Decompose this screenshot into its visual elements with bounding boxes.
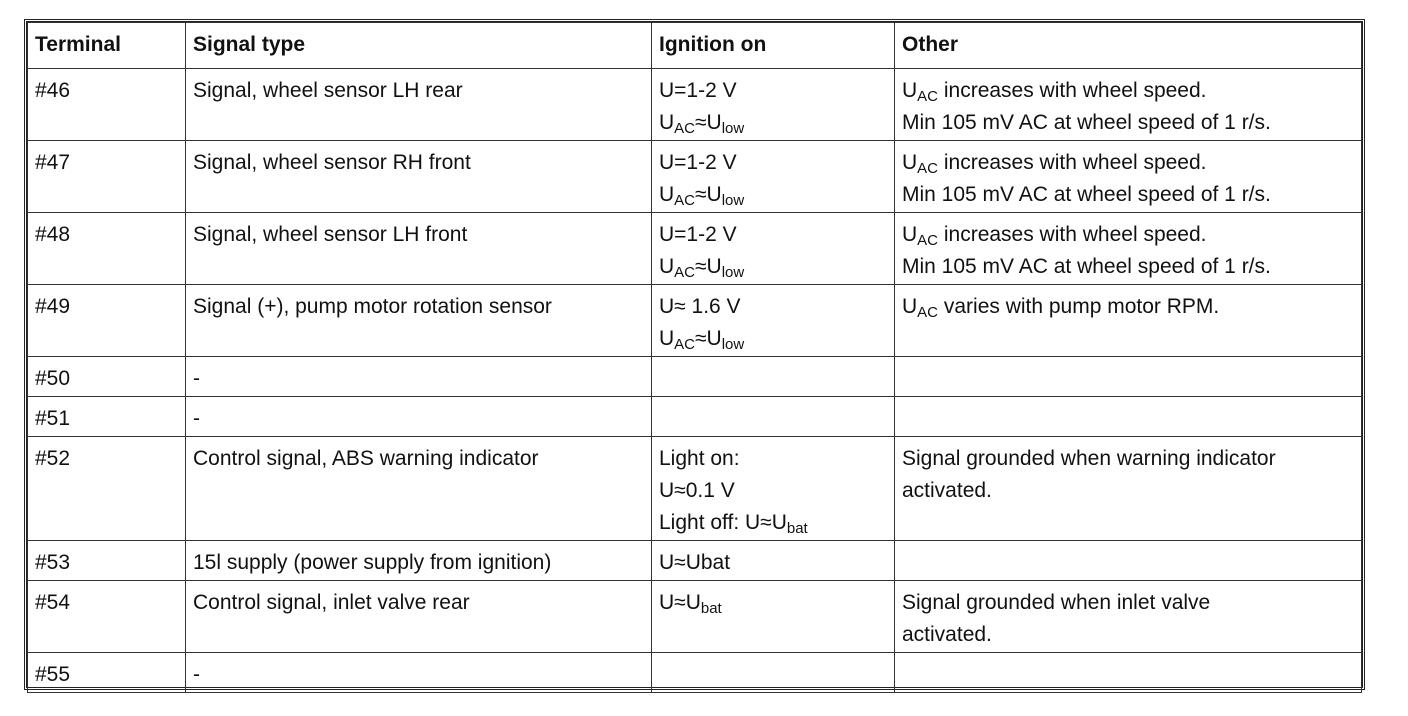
ignition-cell: U≈ 1.6 V $U_{AC}\approx U_{low}$	[652, 285, 895, 357]
terminal-cell: #55	[28, 653, 186, 693]
terminal-table	[27, 22, 1362, 693]
terminal-cell: #54	[28, 581, 186, 653]
other-cell: $U_{AC}$ increases with wheel speed. Min 105 mV AC at wheel speed of 1 r/s.	[895, 141, 1362, 213]
terminal-cell: #50	[28, 357, 186, 397]
other-cell: Signal grounded when warning indicator activated.	[895, 437, 1362, 541]
signal-type-cell: Control signal, ABS warning indicator	[186, 437, 652, 541]
table-row	[28, 213, 1362, 285]
table-row	[28, 397, 1362, 437]
other-cell	[895, 541, 1362, 581]
table-row	[28, 541, 1362, 581]
signal-type-cell: -	[186, 357, 652, 397]
terminal-cell: #53	[28, 541, 186, 581]
signal-type-cell: -	[186, 397, 652, 437]
table-row	[28, 141, 1362, 213]
ignition-cell: $U\approx U_{bat}$	[652, 581, 895, 653]
ignition-cell: U=1-2 V $U_{AC}\approx U_{low}$	[652, 69, 895, 141]
other-cell: $U_{AC}$ increases with wheel speed. Min 105 mV AC at wheel speed of 1 r/s.	[895, 213, 1362, 285]
ignition-cell: U≈Ubat	[652, 541, 895, 581]
terminal-cell: #48	[28, 213, 186, 285]
ignition-cell: U=1-2 V $U_{AC}\approx U_{low}$	[652, 213, 895, 285]
terminal-cell: #52	[28, 437, 186, 541]
table-row	[28, 285, 1362, 357]
terminal-table-frame	[24, 19, 1365, 690]
other-cell: $U_{AC}$ varies with pump motor RPM.	[895, 285, 1362, 357]
header-ignition-on: Ignition on	[652, 23, 895, 69]
signal-type-cell: Signal (+), pump motor rotation sensor	[186, 285, 652, 357]
table-row	[28, 69, 1362, 141]
header-terminal: Terminal	[28, 23, 186, 69]
table-header-row	[28, 23, 1362, 69]
other-cell: Signal grounded when inlet valve activated.	[895, 581, 1362, 653]
signal-type-cell: Signal, wheel sensor RH front	[186, 141, 652, 213]
other-cell	[895, 397, 1362, 437]
ignition-cell	[652, 653, 895, 693]
header-signal-type: Signal type	[186, 23, 652, 69]
other-cell	[895, 653, 1362, 693]
signal-type-cell: Control signal, inlet valve rear	[186, 581, 652, 653]
other-cell	[895, 357, 1362, 397]
signal-type-cell: 15l supply (power supply from ignition)	[186, 541, 652, 581]
other-cell: $U_{AC}$ increases with wheel speed. Min 105 mV AC at wheel speed of 1 r/s.	[895, 69, 1362, 141]
signal-type-cell: -	[186, 653, 652, 693]
ignition-cell: U=1-2 V $U_{AC}\approx U_{low}$	[652, 141, 895, 213]
terminal-cell: #47	[28, 141, 186, 213]
table-row	[28, 653, 1362, 693]
signal-type-cell: Signal, wheel sensor LH rear	[186, 69, 652, 141]
ignition-cell	[652, 357, 895, 397]
signal-type-cell: Signal, wheel sensor LH front	[186, 213, 652, 285]
table-row	[28, 437, 1362, 541]
terminal-cell: #49	[28, 285, 186, 357]
terminal-cell: #46	[28, 69, 186, 141]
ignition-cell	[652, 397, 895, 437]
table-row	[28, 581, 1362, 653]
header-other: Other	[895, 23, 1362, 69]
ignition-cell: Light on: U≈0.1 V Light off: $U\approx U_{bat}$	[652, 437, 895, 541]
table-row	[28, 357, 1362, 397]
terminal-cell: #51	[28, 397, 186, 437]
